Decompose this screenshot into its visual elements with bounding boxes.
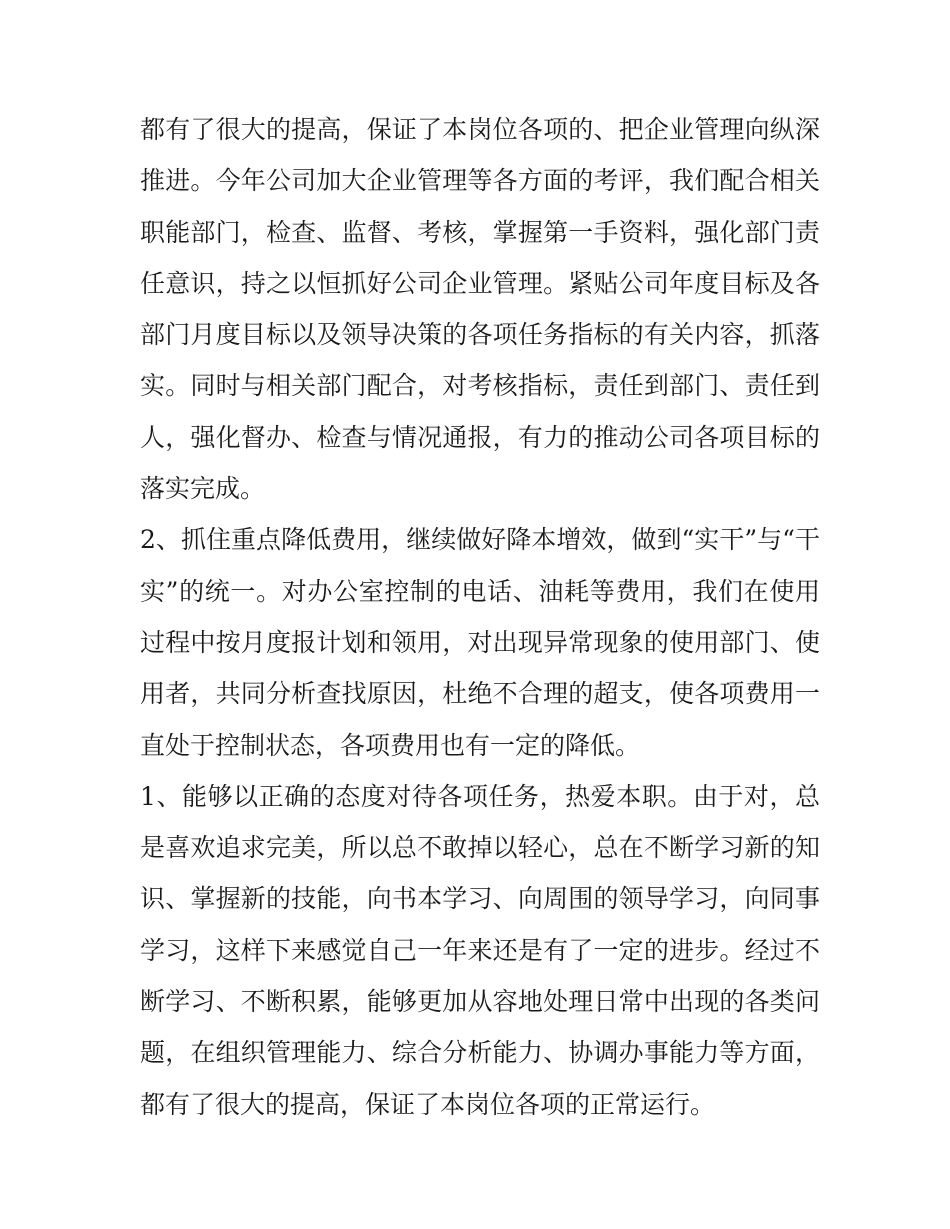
body-text [140, 104, 820, 1130]
text-line: 过程中按月度报计划和领用，对出现异常现象的使用部门、使 [140, 627, 820, 657]
text-line: 实。同时与相关部门配合，对考核指标，责任到部门、责任到 [140, 371, 820, 401]
text-line: 用者，共同分析查找原因，杜绝不合理的超支，使各项费用一 [140, 679, 820, 709]
text-line: 部门月度目标以及领导决策的各项任务指标的有关内容，抓落 [140, 320, 820, 350]
text-line: 都有了很大的提高，保证了本岗位各项的正常运行。 [140, 1089, 716, 1119]
text-line: 任意识，持之以恒抓好公司企业管理。紧贴公司年度目标及各 [140, 268, 820, 298]
text-line: 是喜欢追求完美，所以总不敢掉以轻心，总在不断学习新的知 [140, 833, 820, 863]
text-line: 职能部门，检查、监督、考核，掌握第一手资料，强化部门责 [140, 217, 820, 247]
text-line: 推进。今年公司加大企业管理等各方面的考评，我们配合相关 [140, 166, 820, 196]
text-line: 学习，这样下来感觉自己一年来还是有了一定的进步。经过不 [140, 935, 820, 965]
text-line: 都有了很大的提高，保证了本岗位各项的、把企业管理向纵深 [140, 115, 820, 144]
text-line: 落实完成。 [140, 474, 266, 504]
text-line: 人，强化督办、检查与情况通报，有力的推动公司各项目标的 [140, 422, 820, 452]
text-line: 2、抓住重点降低费用，继续做好降本增效，做到“实干”与“干 [140, 525, 820, 555]
text-line: 断学习、不断积累，能够更加从容地处理日常中出现的各类问 [140, 987, 820, 1017]
text-line: 实”的统一。对办公室控制的电话、油耗等费用，我们在使用 [140, 576, 820, 606]
text-line: 1、能够以正确的态度对待各项任务，热爱本职。由于对，总 [140, 781, 820, 811]
text-line: 题，在组织管理能力、综合分析能力、协调办事能力等方面， [140, 1038, 820, 1068]
text-line: 识、掌握新的技能，向书本学习、向周围的领导学习，向同事 [140, 884, 820, 914]
text-line: 直处于控制状态，各项费用也有一定的降低。 [140, 730, 641, 760]
